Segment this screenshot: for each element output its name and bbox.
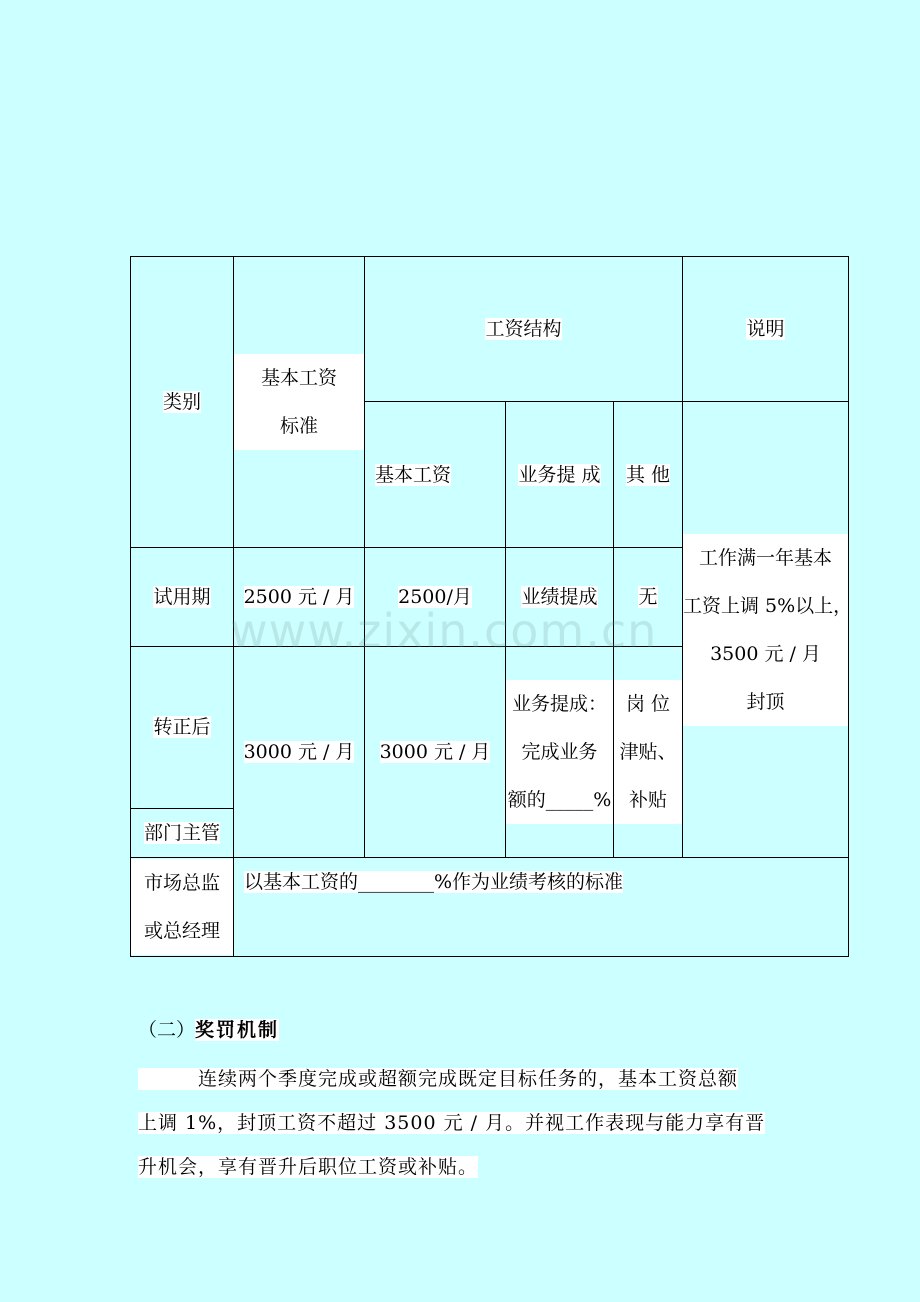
paragraph-line: 连续两个季度完成或超额完成既定目标任务的，基本工资总额: [138, 1068, 739, 1090]
header-category: 类别: [131, 257, 234, 548]
probation-label: 试用期: [131, 548, 234, 646]
paragraph-line: 升机会，享有晋升后职位工资或补贴。: [138, 1156, 479, 1178]
regular-other: 岗 位 津贴、 补贴: [614, 646, 683, 857]
probation-standard: 2500 元 / 月: [234, 548, 365, 646]
regular-commission: 业务提成： 完成业务 额的_____%: [506, 646, 614, 857]
paragraph-line: 上调 1%，封顶工资不超过 3500 元 / 月。并视工作表现与能力享有晋: [138, 1112, 766, 1134]
section-title: 奖罚机制: [195, 1019, 280, 1041]
regular-label: 转正后: [131, 646, 234, 808]
subheader-base: 基本工资: [365, 402, 506, 548]
probation-other: 无: [614, 548, 683, 646]
subheader-other: 其 他: [614, 402, 683, 548]
section-paragraph: [138, 1057, 788, 1189]
director-label: 市场总监 或总经理: [131, 857, 234, 956]
regular-base: 3000 元 / 月: [365, 646, 506, 857]
dept-manager-label: 部门主管: [131, 808, 234, 857]
probation-commission: 业绩提成: [506, 548, 614, 646]
probation-base: 2500/月: [365, 548, 506, 646]
regular-standard: 3000 元 / 月: [234, 646, 365, 857]
section-prefix: （二）: [138, 1019, 196, 1041]
director-text: 以基本工资的________%作为业绩考核的标准: [234, 857, 849, 956]
header-wage-structure: 工资结构: [365, 257, 683, 402]
note-cell: 工作满一年基本 工资上调 5%以上， 3500 元 / 月 封顶: [683, 402, 849, 858]
subheader-commission: 业务提 成: [506, 402, 614, 548]
header-base-standard: 基本工资 标准: [234, 257, 365, 548]
section-heading: [138, 1013, 279, 1047]
header-note: 说明: [683, 257, 849, 402]
watermark: www.zixin.com.cn: [230, 604, 658, 658]
